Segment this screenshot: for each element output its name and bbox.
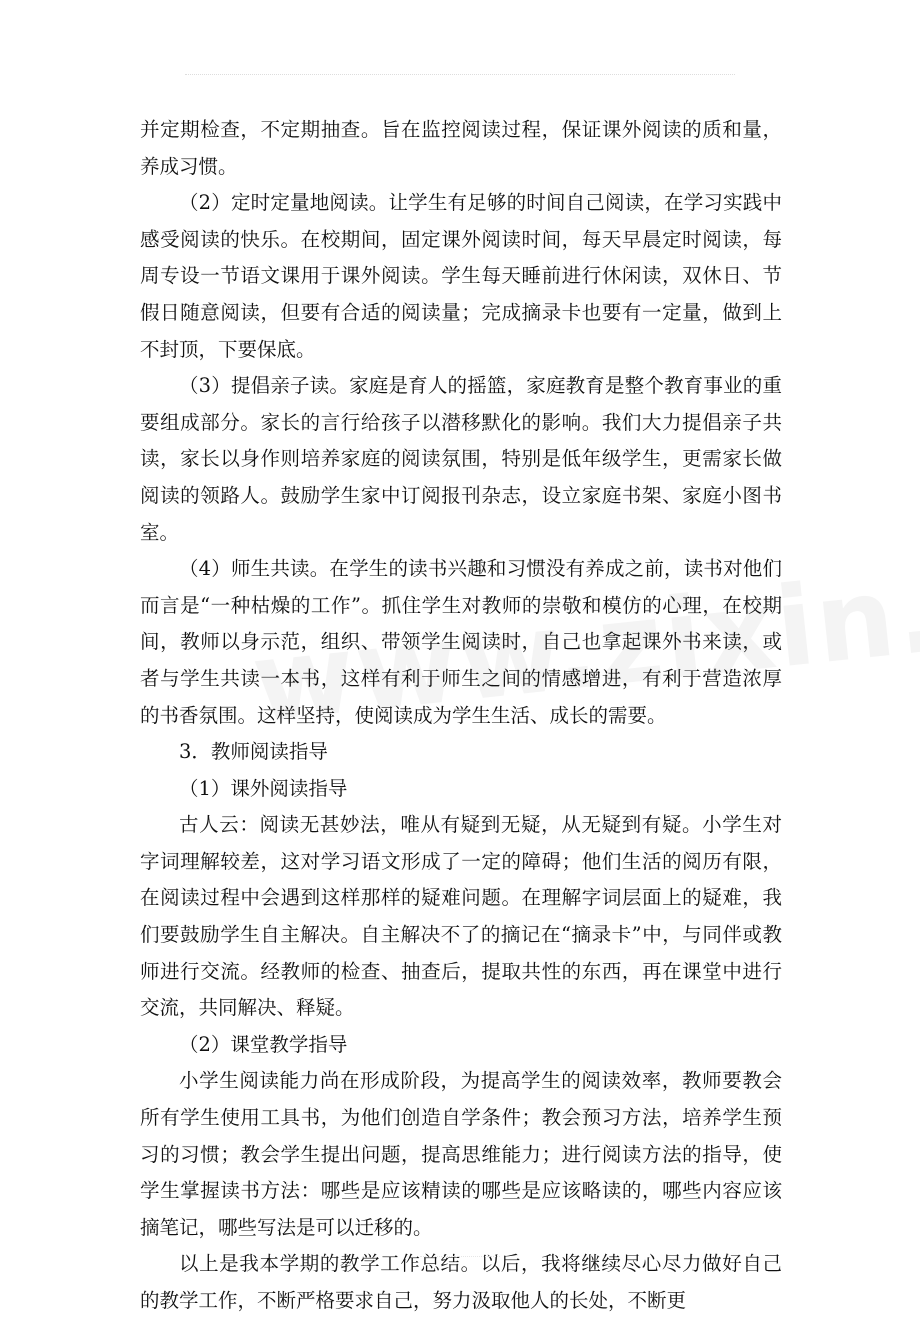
footer-rule	[420, 1256, 500, 1257]
paragraph-4: （4）师生共读。在学生的读书兴趣和习惯没有养成之前，读书对他们而言是“一种枯燥的工作”。抓住学生对教师的崇敬和模仿的心理，在校期间，教师以身示范，组织、带领学生阅读时，自己也拿起课外书来读，或者与学生共读一本书，这样有利于师生之间的情感增进，有利于营造浓厚的书香氛围。这样坚持，使阅读成为学生生活、成长的需要。	[140, 557, 782, 727]
header-rule	[185, 74, 735, 75]
paragraph-3: （3）提倡亲子读。家庭是育人的摇篮，家庭教育是整个教育事业的重要组成部分。家长的言行给孩子以潜移默化的影响。我们大力提倡亲子共读，家长以身作则培养家庭的阅读氛围，特别是低年级学生，更需家长做阅读的领路人。鼓励学生家中订阅报刊杂志，设立家庭书架、家庭小图书室。	[140, 374, 782, 544]
paragraph-5: 古人云：阅读无甚妙法，唯从有疑到无疑，从无疑到有疑。小学生对字词理解较差，这对学习语文形成了一定的障碍；他们生活的阅历有限，在阅读过程中会遇到这样那样的疑难问题。在理解字词层面上的疑难，我们要鼓励学生自主解决。自主解决不了的摘记在“摘录卡”中，与同伴或教师进行交流。经教师的检查、抽查后，提取共性的东西，再在课堂中进行交流，共同解决、释疑。	[140, 813, 782, 1020]
section-heading-3: 3．教师阅读指导	[179, 740, 328, 764]
paragraph-2: （2）定时定量地阅读。让学生有足够的时间自己阅读，在学习实践中感受阅读的快乐。在校期间，固定课外阅读时间，每天早晨定时阅读，每周专设一节语文课用于课外阅读。学生每天睡前进行休闲读，双休日、节假日随意阅读，但要有合适的阅读量；完成摘录卡也要有一定量，做到上不封顶，下要保底。	[140, 191, 782, 361]
document-body	[140, 112, 782, 1320]
subheading-1: （1）课外阅读指导	[179, 776, 348, 800]
paragraph-6: 小学生阅读能力尚在形成阶段，为提高学生的阅读效率，教师要教会所有学生使用工具书，为他们创造自学条件；教会预习方法，培养学生预习的习惯；教会学生提出问题，提高思维能力；进行阅读方法的指导，使学生掌握读书方法：哪些是应该精读的哪些是应该略读的，哪些内容应该摘笔记，哪些写法是可以迁移的。	[140, 1069, 782, 1239]
paragraph-7: 以上是我本学期的教学工作总结。以后，我将继续尽心尽力做好自己的教学工作，不断严格要求自己，努力汲取他人的长处，不断更	[140, 1252, 782, 1312]
paragraph-1: 并定期检查，不定期抽查。旨在监控阅读过程，保证课外阅读的质和量，养成习惯。	[140, 118, 782, 178]
subheading-2: （2）课堂教学指导	[179, 1032, 348, 1056]
